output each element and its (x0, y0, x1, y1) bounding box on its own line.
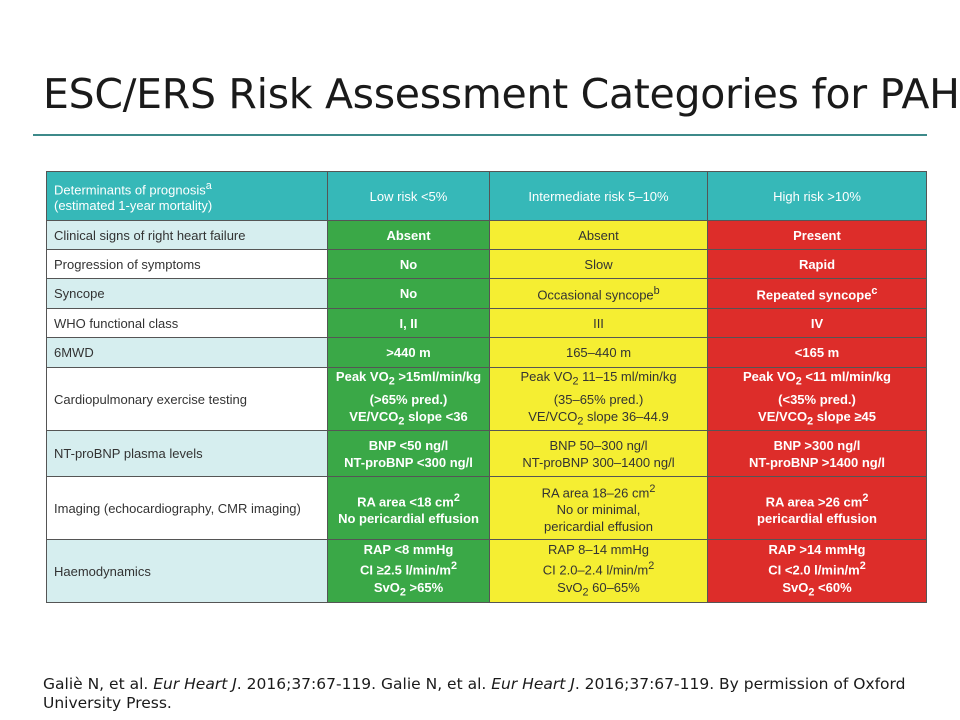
mid-cell: Absent (490, 221, 708, 250)
high-cell: RA area >26 $cm^2$ pericardial effusion (708, 477, 927, 540)
header-determinants: Determinants of prognosis$^a$ (estimated 1-year mortality) (47, 172, 328, 221)
high-cell: IV (708, 309, 927, 338)
citation: Galiè N, et al. Eur Heart J. 2016;37:67-119. Galie N, et al. Eur Heart J. 2016;37:67-119. By permission of Oxford University Press. (43, 675, 906, 712)
risk-table (46, 171, 927, 603)
table-row (47, 221, 927, 250)
table-row (47, 250, 927, 279)
low-cell: Peak $VO_2 >15ml/\min/kg$ (>65% pred.) $VE/VCO_2$ slope <36 (328, 368, 490, 431)
table-row (47, 431, 927, 477)
low-cell: RAP <8 mmHg CI ≥2.5 $l/\min/m^2$ SvO$_2$ >65% (328, 540, 490, 603)
row-label: Progression of symptoms (47, 250, 328, 279)
low-cell: RA area <18 $cm^2$ No pericardial effusion (328, 477, 490, 540)
header-low-risk: Low risk <5% (328, 172, 490, 221)
table-row (47, 540, 927, 603)
mid-cell: BNP 50–300 ng/l NT-proBNP 300–1400 ng/l (490, 431, 708, 477)
mid-cell: Peak $VO_2$ 11–15 ml/min/kg (35–65% pred.) $VE/VCO_2$ slope 36–44.9 (490, 368, 708, 431)
row-label: WHO functional class (47, 309, 328, 338)
low-cell: Absent (328, 221, 490, 250)
high-cell: RAP >14 mmHg CI <2.0 $l/\min/m^2$ SvO$_2$ <60% (708, 540, 927, 603)
mid-cell: Occasional syncope$^b$ (490, 279, 708, 309)
mid-cell: Slow (490, 250, 708, 279)
row-label: Imaging (echocardiography, CMR imaging) (47, 477, 328, 540)
header-intermediate-risk: Intermediate risk 5–10% (490, 172, 708, 221)
low-cell: No (328, 250, 490, 279)
high-cell: Peak $VO_2 <11$ ml/min/kg (<35% pred.) $VE/VCO_2$ slope ≥45 (708, 368, 927, 431)
table-row (47, 368, 927, 431)
mid-cell: 165–440 m (490, 338, 708, 368)
high-cell: Present (708, 221, 927, 250)
high-cell: Repeated syncope$^c$ (708, 279, 927, 309)
slide-title: ESC/ERS Risk Assessment Categories for PAH (43, 70, 960, 118)
high-cell: <165 m (708, 338, 927, 368)
row-label: NT-proBNP plasma levels (47, 431, 328, 477)
row-label: Haemodynamics (47, 540, 328, 603)
mid-cell: III (490, 309, 708, 338)
mid-cell: RAP 8–14 mmHg CI 2.0–2.4 $l/\min/m^2$ SvO$_2$ 60–65% (490, 540, 708, 603)
row-label: Clinical signs of right heart failure (47, 221, 328, 250)
row-label: Syncope (47, 279, 328, 309)
low-cell: I, II (328, 309, 490, 338)
table-row (47, 477, 927, 540)
high-cell: BNP >300 ng/l NT-proBNP >1400 ng/l (708, 431, 927, 477)
mid-cell: RA area 18–26 $cm^2$ No or minimal, pericardial effusion (490, 477, 708, 540)
low-cell: No (328, 279, 490, 309)
table-row (47, 309, 927, 338)
low-cell: >440 m (328, 338, 490, 368)
table-row (47, 338, 927, 368)
table-row (47, 279, 927, 309)
row-label: Cardiopulmonary exercise testing (47, 368, 328, 431)
high-cell: Rapid (708, 250, 927, 279)
header-row (47, 172, 927, 221)
row-label: 6MWD (47, 338, 328, 368)
low-cell: BNP <50 ng/l NT-proBNP <300 ng/l (328, 431, 490, 477)
title-divider (33, 134, 927, 136)
header-high-risk: High risk >10% (708, 172, 927, 221)
